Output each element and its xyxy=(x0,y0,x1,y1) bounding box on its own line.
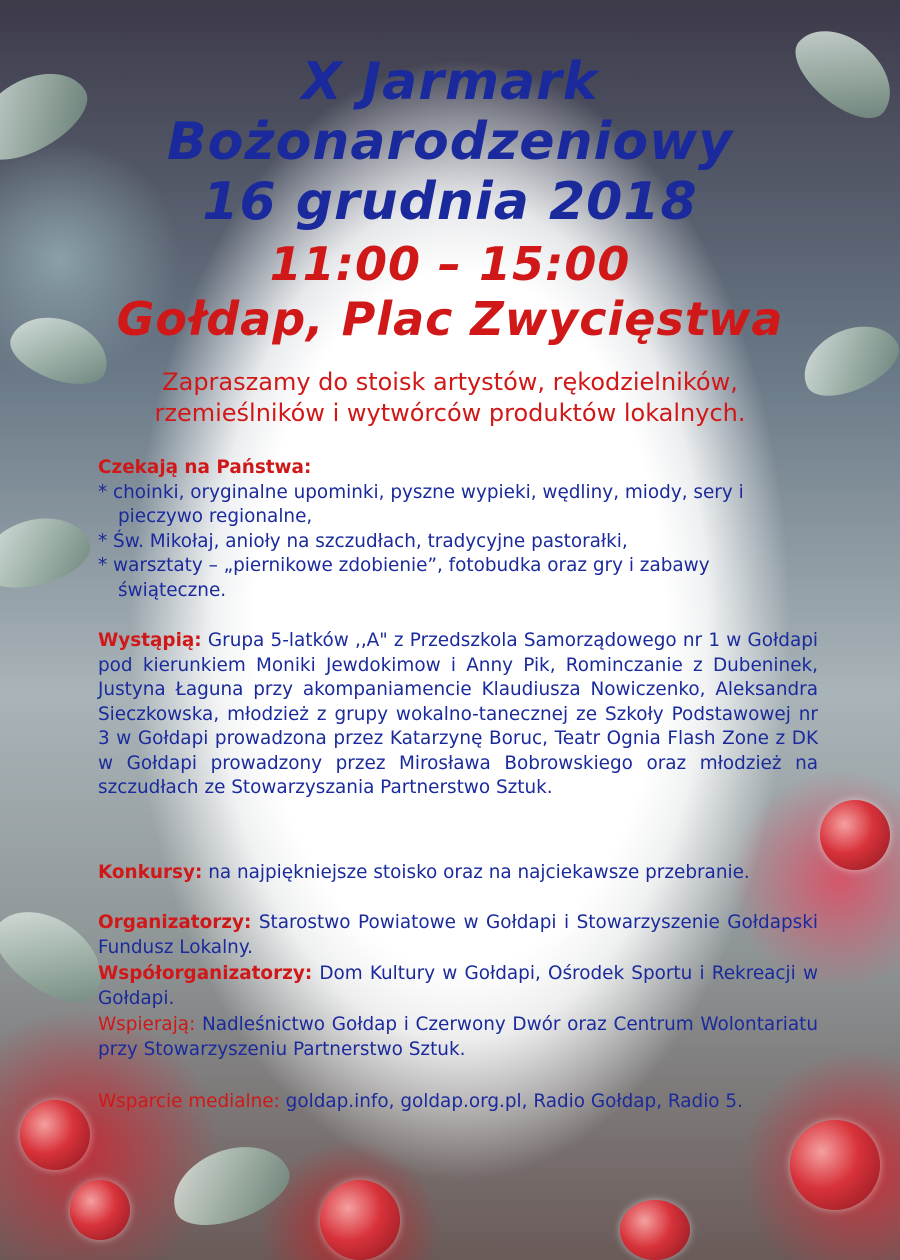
attraction-item: * Św. Mikołaj, anioły na szczudłach, tradycyjne pastorałki, xyxy=(98,530,628,552)
contests-label: Konkursy: xyxy=(98,862,203,883)
event-title-line2: Bożonarodzeniowy xyxy=(166,112,734,172)
attractions-section xyxy=(98,456,818,603)
performers-text: Grupa 5-latków ,,A" z Przedszkola Samorządowego nr 1 w Gołdapi pod kierunkiem Moniki Jewdokimow i Anny Pik, Rominczanie z Dubeninek, Justyna Łaguna przy akompaniamencie Klaudiusza Nowiczenko, Aleksandra Sieczkowska, młodzież z grupy wokalno-tanecznej ze Szkoły Podstawowej nr 3 w Gołdapi prowadzona przez Katarzynę Boruc, Teatr Ognia Flash Zone z DK w Gołdapi prowadzony przez Mirosława Bobrowskiego oraz młodzież na szczudłach ze Stowarzyszania Partnerstwo Sztuk. xyxy=(98,630,818,798)
invitation-text xyxy=(100,367,800,429)
event-title-line1: X Jarmark xyxy=(301,52,599,112)
coorganizers-section xyxy=(98,962,818,1011)
contests-section xyxy=(98,861,818,886)
supporters-section xyxy=(98,1013,818,1062)
contests-text: na najpiękniejsze stoisko oraz na najciekawsze przebranie. xyxy=(202,862,750,883)
supporters-text: Nadleśnictwo Gołdap i Czerwony Dwór oraz Centrum Wolontariatu przy Stowarzyszeniu Partnerstwo Sztuk. xyxy=(98,1014,818,1060)
performers-label: Wystąpią: xyxy=(98,630,202,651)
media-label: Wsparcie medialne: xyxy=(98,1091,280,1112)
organizers-label: Organizatorzy: xyxy=(98,912,252,933)
media-section xyxy=(98,1090,818,1115)
invitation-line: Zapraszamy do stoisk artystów, rękodzielników, xyxy=(162,368,738,396)
performers-section xyxy=(98,629,818,801)
organizers-text: Starostwo Powiatowe w Gołdapi i Stowarzyszenie Gołdapski Fundusz Lokalny. xyxy=(98,912,818,958)
attraction-item: * choinki, oryginalne upominki, pyszne wypieki, wędliny, miody, sery i pieczywo regionalne, xyxy=(98,481,744,527)
coorganizers-text: Dom Kultury w Gołdapi, Ośrodek Sportu i Rekreacji w Gołdapi. xyxy=(98,963,818,1009)
event-place: Gołdap, Plac Zwycięstwa xyxy=(116,292,784,346)
invitation-line: rzemieślników i wytwórców produktów lokalnych. xyxy=(154,399,746,427)
organizers-section xyxy=(98,911,818,960)
attractions-label: Czekają na Państwa: xyxy=(98,457,312,478)
coorganizers-label: Współorganizatorzy: xyxy=(98,963,313,984)
media-text: goldap.info, goldap.org.pl, Radio Gołdap, Radio 5. xyxy=(279,1091,743,1112)
event-date: 16 grudnia 2018 xyxy=(202,172,698,232)
attraction-item: * warsztaty – „piernikowe zdobienie”, fotobudka oraz gry i zabawy świąteczne. xyxy=(98,555,710,601)
supporters-label: Wspierają: xyxy=(98,1014,196,1035)
event-time: 11:00 – 15:00 xyxy=(269,237,631,291)
